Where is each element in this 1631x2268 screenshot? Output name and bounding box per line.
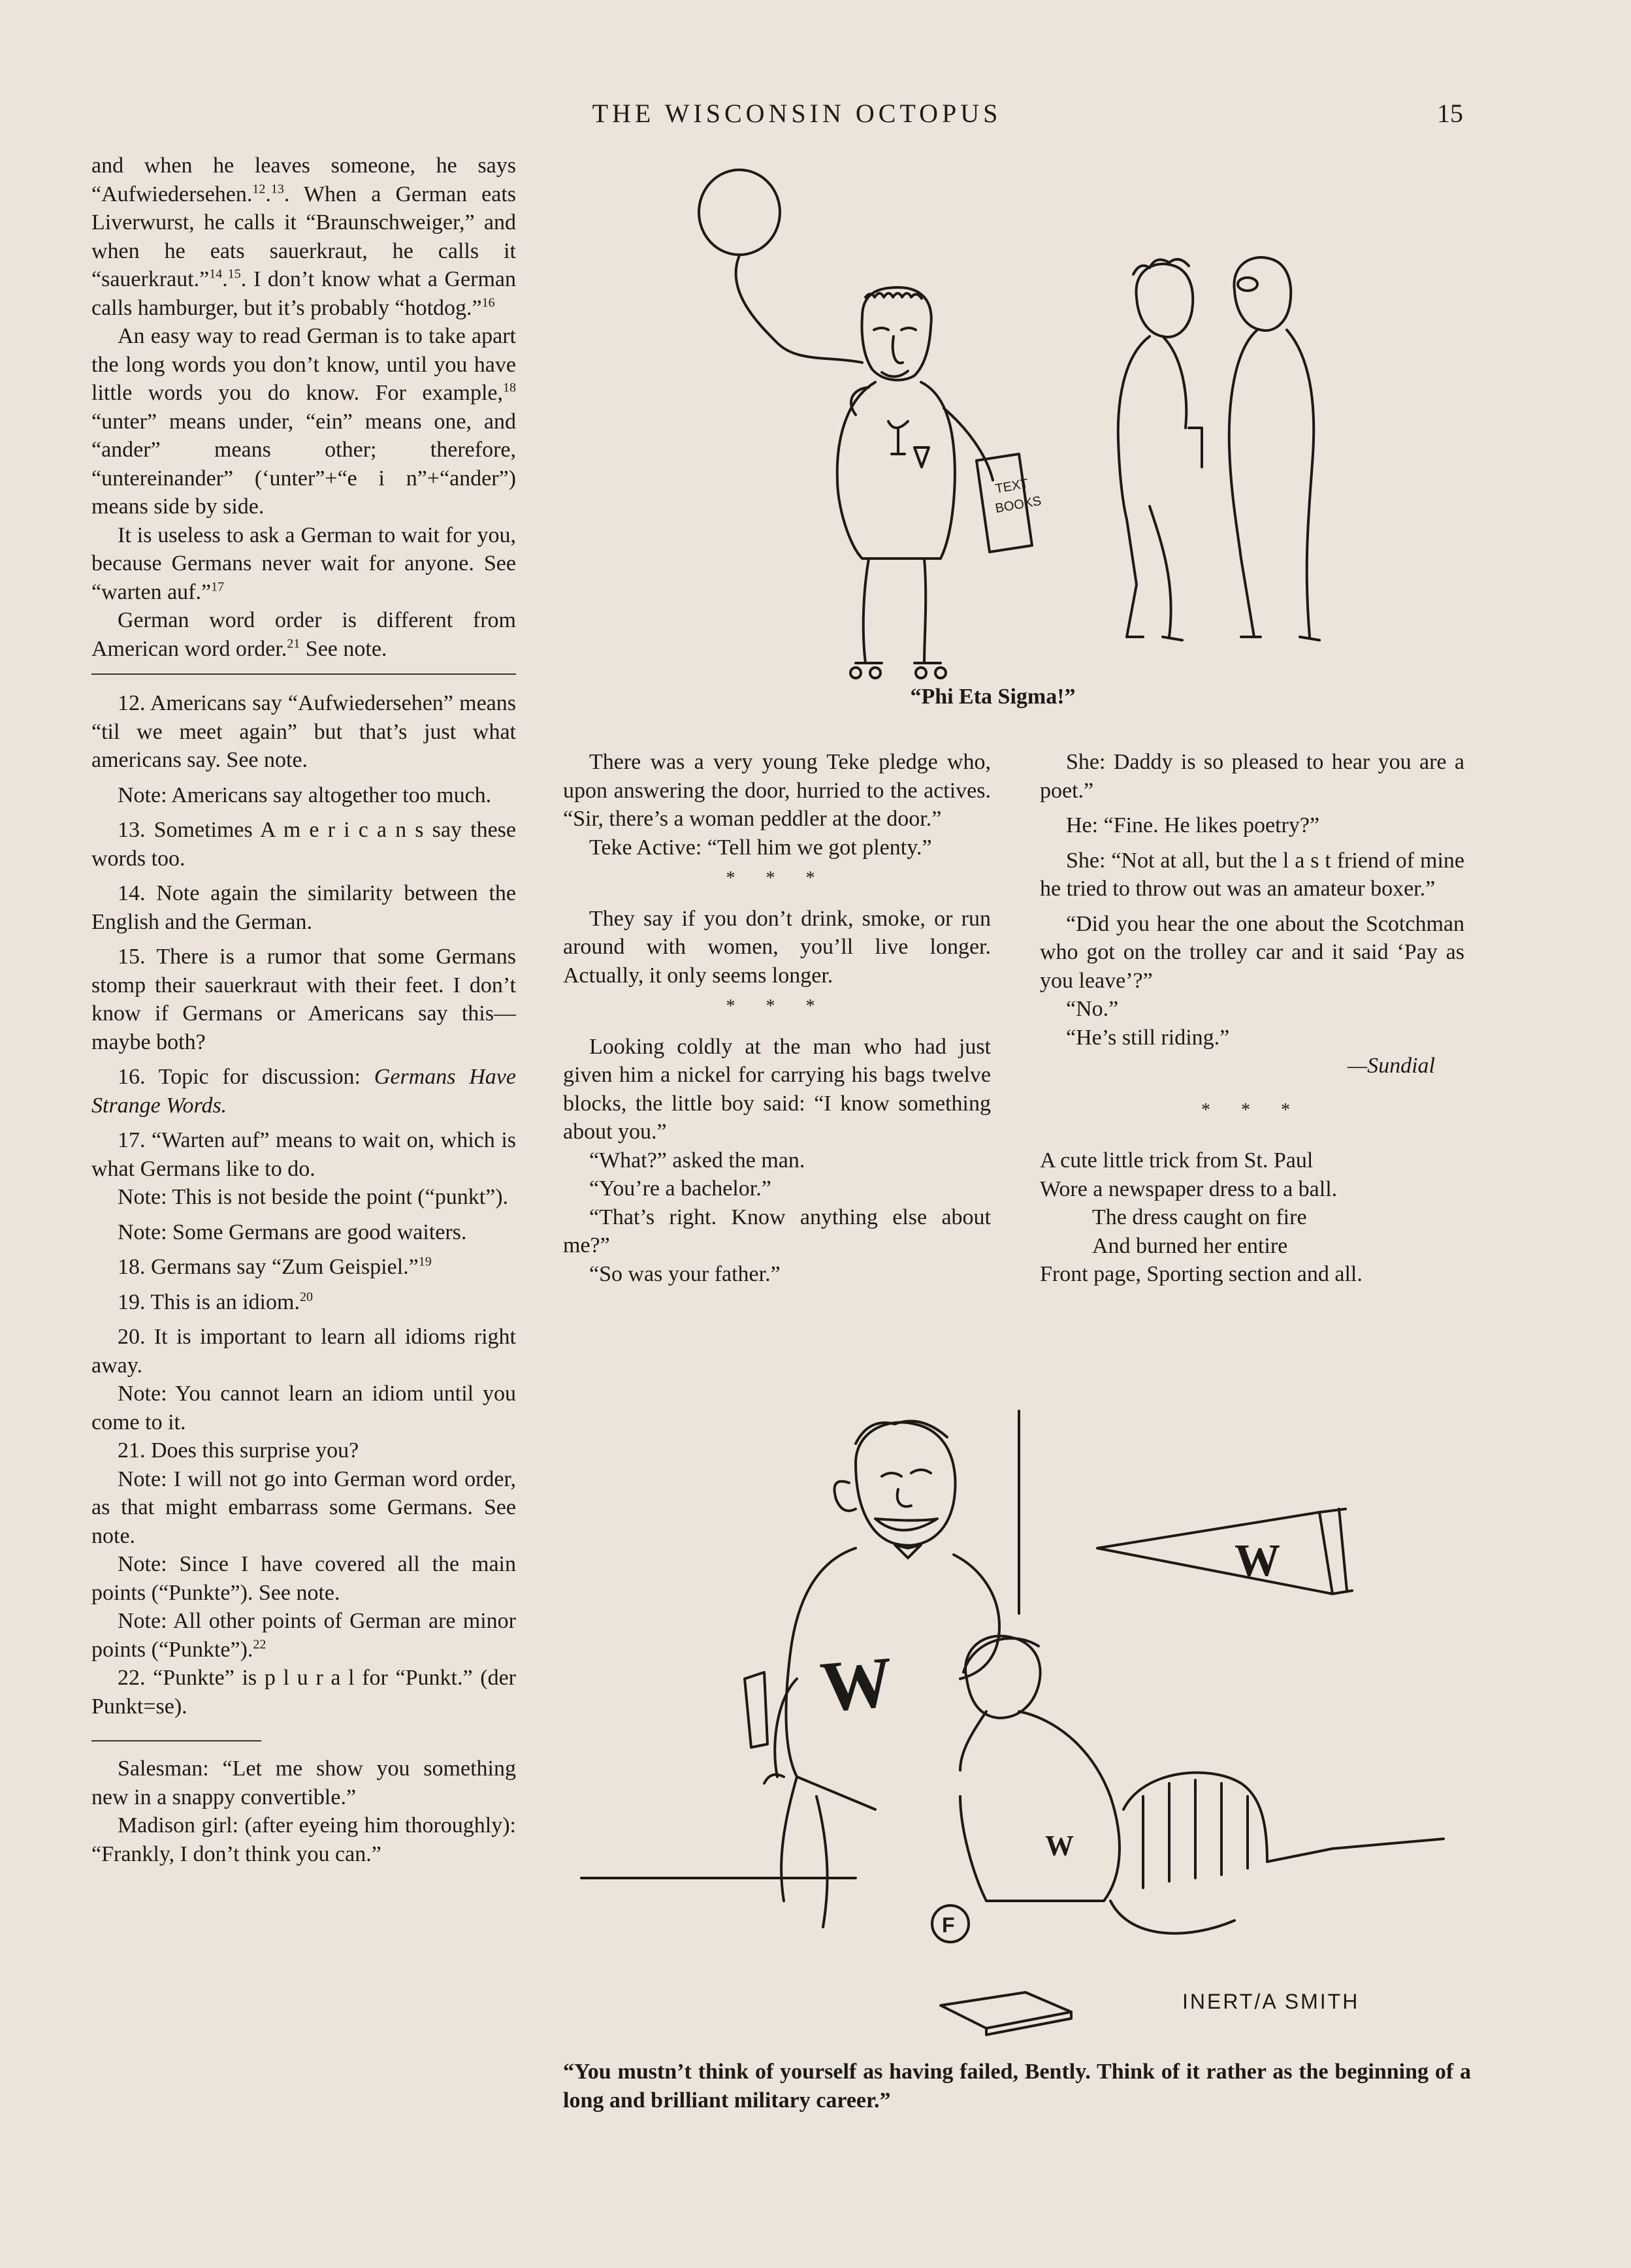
joke-line: “Did you hear the one about the Scotchman who got on the trolley car and it said ‘Pay as you leave’?” (1040, 911, 1464, 993)
joke-line: “So was your father.” (589, 1261, 781, 1286)
poem-line: Wore a newspaper dress to a ball. (1040, 1176, 1338, 1201)
footnote: 22. “Punkte” is p l u r a l for “Punkt.” (der Punkt=se). (91, 1666, 516, 1719)
joke-line: Teke Active: “Tell him we got plenty.” (589, 835, 932, 860)
footnote: 12. Americans say “Aufwiedersehen” means “til we meet again” but that’s just what americans say. See note. (91, 691, 516, 772)
paragraph: It is useless to ask a German to wait for you, because Germans never wait for anyone. See “warten auf.”$^{17}$ (91, 523, 516, 604)
joke-source: —Sundial (1347, 1054, 1435, 1078)
paragraph: An easy way to read German is to take apart the long words you don’t know, until you have little words you do know. For example,$^{18}$ “unter” means under, “ein” means one, and “ander” means other; therefore, “untereinander” (‘unter”+“e i n”+“ander”) means side by side. (91, 324, 516, 519)
footnote-note: Note: All other points of German are minor points (“Punkte”).$^{22}$ (91, 1609, 516, 1662)
joke-line: “He’s still riding.” (1066, 1025, 1230, 1050)
joke-line: He: “Fine. He likes poetry?” (1066, 813, 1320, 837)
footnotes (91, 689, 516, 1721)
footnote: 15. There is a rumor that some Germans stomp their sauerkraut with their feet. I don’t know if Germans or Americans say this—maybe both? (91, 945, 516, 1054)
floor-line (581, 1839, 1444, 1878)
joke-line: They say if you don’t drink, smoke, or run around with women, you’ll live longer. Actually, it only seems longer. (563, 906, 991, 988)
paragraph: and when he leaves someone, he says “Aufwiedersehen.$^{12}$.$^{13}$. When a German eats Liverwurst, he calls it “Braunschweiger,” and when he eats sauerkraut, he calls it “sauerkraut.”$^{14}$.$^{15}$. I don’t know what a German calls hamburger, but it’s probably “hotdog.”$^{16}$ (91, 154, 516, 320)
joke-line: Salesman: “Let me show you something new in a snappy convertible.” (91, 1757, 516, 1809)
pennant-letter: W (1235, 1536, 1280, 1586)
cartoon-caption: “Phi Eta Sigma!” (910, 685, 1076, 709)
patch-letter: F (942, 1913, 955, 1937)
jacket-letter: W (1045, 1830, 1074, 1862)
joke-line: She: Daddy is so pleased to hear you are a poet.” (1040, 750, 1464, 803)
page-number: 15 (1437, 99, 1463, 128)
footnote-note: Note: I will not go into German word order, as that might embarrass some Germans. See note. (91, 1466, 516, 1548)
sweater-letter: W (817, 1641, 896, 1727)
cartoon-phi-eta-sigma (666, 140, 1417, 689)
dejected-student (932, 1636, 1120, 1942)
magazine-title: THE WISCONSIN OCTOPUS (592, 99, 1002, 128)
student-figure (837, 287, 993, 678)
poem-line: The dress caught on fire (1092, 1205, 1307, 1229)
cartoon-military-career (568, 1404, 1489, 2038)
joke-line: “You’re a bachelor.” (589, 1176, 771, 1201)
separator-stars: * * * (1201, 1099, 1303, 1120)
consoling-student (745, 1421, 999, 1928)
poem-line: A cute little trick from St. Paul (1040, 1148, 1314, 1173)
footnote-note: Note: You cannot learn an idiom until you come to it. (91, 1382, 516, 1434)
balloon-icon (699, 170, 780, 255)
footnote-note: Note: Americans say altogether too much. (118, 783, 492, 807)
footnote: 16. Topic for discussion: Germans Have Strange Words. (91, 1065, 516, 1118)
balloon-string (736, 255, 862, 363)
footnote: 14. Note again the similarity between the English and the German. (91, 881, 516, 934)
comb-in-hand (745, 1672, 767, 1747)
joke-divider (91, 1740, 261, 1742)
joke-line: Madison girl: (after eyeing him thoroughly): “Frankly, I don’t think you can.” (91, 1813, 516, 1866)
joke-line: She: “Not at all, but the l a s t friend of mine he tried to throw out was an amateur boxer.” (1040, 848, 1464, 901)
footnote-note: Note: Some Germans are good waiters. (118, 1220, 467, 1244)
joke-line: “What?” asked the man. (589, 1148, 805, 1173)
joke-line: Looking coldly at the man who had just given him a nickel for carrying his bags twelve blocks, the little boy said: “I know something about you.” (563, 1034, 991, 1144)
walking-man-right (1229, 257, 1319, 640)
footnote-divider (91, 673, 516, 675)
footnote: 21. Does this surprise you? (118, 1438, 359, 1463)
bed-frame (1110, 1773, 1332, 1934)
footnote: 18. Germans say “Zum Geispiel.”$^{19}$ (118, 1254, 432, 1279)
book-text: TEXT (994, 476, 1030, 496)
footnote-note: Note: This is not beside the point (“punkt”). (118, 1185, 509, 1209)
footnote-note: Note: Since I have covered all the main points (“Punkte”). See note. (91, 1552, 516, 1605)
footnote: 17. “Warten auf” means to wait on, which is what Germans like to do. (91, 1128, 516, 1181)
artist-signature: INERT/A SMITH (1182, 1990, 1360, 2013)
left-column (91, 152, 516, 1868)
footnote: 20. It is important to learn all idioms right away. (91, 1325, 516, 1378)
right-column (1040, 748, 1464, 1289)
footnote: 13. Sometimes A m e r i c a n s say these words too. (91, 818, 516, 871)
pennant-flag (1097, 1509, 1352, 1594)
poem-line: And burned her entire (1092, 1233, 1288, 1258)
paragraph: German word order is different from American word order.$^{21}$ See note. (91, 608, 516, 661)
cartoon-caption: “You mustn’t think of yourself as having failed, Bently. Think of it rather as the beginning of a long and brilliant military career.” (563, 2060, 1471, 2113)
poem-line: Front page, Sporting section and all. (1040, 1262, 1363, 1286)
separator-stars: * * * (726, 868, 828, 888)
joke-line: There was a very young Teke pledge who, upon answering the door, hurried to the actives. “Sir, there’s a woman peddler at the door.” (563, 750, 991, 831)
limerick (1040, 1146, 1464, 1289)
textbook-bag (977, 454, 1042, 552)
joke-line: “That’s right. Know anything else about me?” (563, 1205, 991, 1257)
footnote: 19. This is an idiom.$^{20}$ (118, 1289, 313, 1314)
middle-column (563, 748, 991, 1288)
joke-line: “No.” (1066, 997, 1119, 1021)
separator-stars: * * * (726, 996, 828, 1016)
book-text: BOOKS (994, 493, 1042, 516)
book-on-floor (941, 1992, 1071, 2035)
walking-man-left (1118, 259, 1202, 640)
page-header (0, 98, 1631, 137)
